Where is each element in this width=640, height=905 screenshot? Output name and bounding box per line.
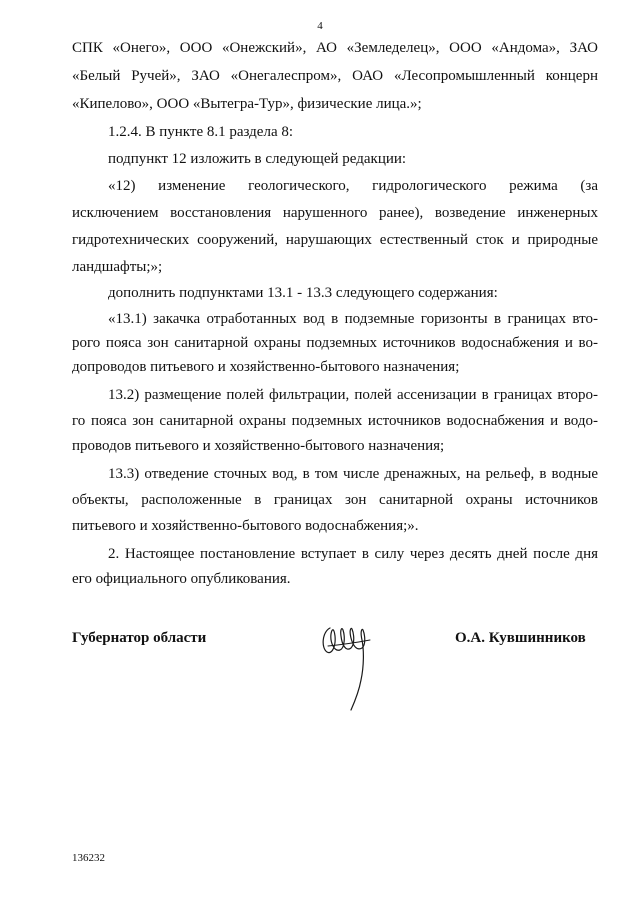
handwritten-signature bbox=[318, 618, 378, 714]
text-line: «13.1) закачка отработанных вод в подземные горизонты в границах вто- bbox=[108, 311, 598, 327]
text-line: исключением восстановления нарушенного ранее), возведение инженерных bbox=[72, 205, 598, 221]
document-code: 136232 bbox=[72, 852, 105, 864]
text-line: 13.3) отведение сточных вод, в том числе дренажных, на рельеф, в водные bbox=[108, 466, 598, 482]
signatory-name: О.А. Кувшинников bbox=[455, 630, 586, 646]
text-line: го пояса зон санитарной охраны подземных источников водоснабжения и водо- bbox=[72, 413, 598, 429]
text-line: питьевого и хозяйственно-бытового водоснабжения;». bbox=[72, 518, 419, 534]
text-line: «Кипелово», ООО «Вытегра-Тур», физические лица.»; bbox=[72, 96, 422, 112]
text-line: 2. Настоящее постановление вступает в силу через десять дней после дня bbox=[108, 546, 598, 562]
page-number: 4 bbox=[317, 20, 323, 32]
text-line: «12) изменение геологического, гидрологического режима (за bbox=[108, 178, 598, 194]
text-line: гидротехнических сооружений, нарушающих естественный сток и природные bbox=[72, 232, 598, 248]
text-line: его официального опубликования. bbox=[72, 571, 291, 587]
text-line: 1.2.4. В пункте 8.1 раздела 8: bbox=[108, 124, 294, 140]
text-line: рого пояса зон санитарной охраны подземных источников водоснабжения и во- bbox=[72, 335, 598, 351]
text-line: объекты, расположенные в границах зон санитарной охраны источников bbox=[72, 492, 598, 508]
text-line: СПК «Онего», ООО «Онежский», АО «Земледелец», ООО «Андома», ЗАО bbox=[72, 40, 598, 56]
text-line: «Белый Ручей», ЗАО «Онегалеспром», ОАО «Лесопромышленный концерн bbox=[72, 68, 598, 84]
text-line: 13.2) размещение полей фильтрации, полей ассенизации в границах второ- bbox=[108, 387, 598, 403]
text-line: ландшафты;»; bbox=[72, 259, 163, 275]
text-line: подпункт 12 изложить в следующей редакции: bbox=[108, 151, 407, 167]
text-line: дополнить подпунктами 13.1 - 13.3 следующего содержания: bbox=[108, 285, 498, 301]
text-line: проводов питьевого и хозяйственно-бытового назначения; bbox=[72, 438, 445, 454]
text-line: допроводов питьевого и хозяйственно-бытового назначения; bbox=[72, 359, 460, 375]
signatory-title: Губернатор области bbox=[72, 630, 207, 646]
